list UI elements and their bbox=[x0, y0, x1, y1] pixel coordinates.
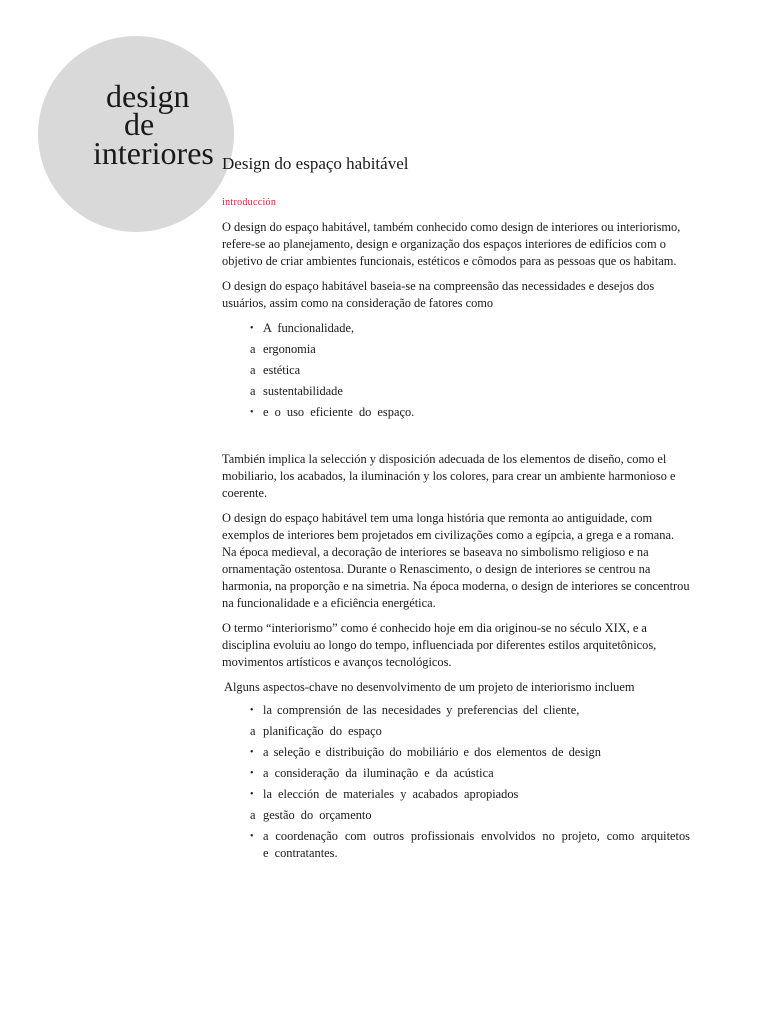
list-item bbox=[250, 723, 690, 740]
list-marker: a bbox=[250, 808, 256, 822]
list-item bbox=[250, 320, 690, 337]
logo-line-interiores: interiores bbox=[93, 135, 214, 171]
list-item-text: a seleção e distribuição do mobiliário e dos elementos de design bbox=[263, 745, 601, 759]
list-marker: • bbox=[250, 705, 254, 716]
list-item-text: estética bbox=[263, 363, 301, 377]
list-item-text: la comprensión de las necesidades y preferencias del cliente, bbox=[263, 703, 580, 717]
list-item bbox=[250, 362, 690, 379]
list-item-text: sustentabilidade bbox=[263, 384, 343, 398]
paragraph: O termo “interiorismo” como é conhecido hoje em dia originou-se no século XIX, e a disciplina evoluiu ao longo do tempo, influenciada por diferentes estilos arquitetônicos, movimentos artísticos e avanços tecnológicos. bbox=[222, 621, 657, 669]
list-item-text: e o uso eficiente do espaço. bbox=[263, 405, 415, 419]
list-item-text: a consideração da iluminação e da acústica bbox=[263, 766, 494, 780]
list-marker: a bbox=[250, 342, 256, 356]
paragraph: O design do espaço habitável, também conhecido como design de interiores ou interiorismo, refere-se ao planejamento, design e organização dos espaços interiores de edifícios com o objetivo de criar ambientes funcionais, estéticos e cômodos para as pessoas que os habitam. bbox=[222, 220, 681, 268]
list-item-text: a coordenação com outros profissionais envolvidos no projeto, como arquitetos e contratantes. bbox=[263, 829, 690, 860]
list-marker: • bbox=[250, 831, 254, 842]
logo-line-design: design bbox=[106, 78, 190, 114]
list-item bbox=[250, 786, 690, 803]
list-marker: a bbox=[250, 384, 256, 398]
article bbox=[222, 152, 690, 866]
aspects-list bbox=[250, 702, 690, 862]
list-item bbox=[250, 383, 690, 400]
paragraph: O design do espaço habitável baseia-se na compreensão das necessidades e desejos dos usuários, assim como na consideração de fatores como bbox=[222, 279, 655, 310]
list-marker: • bbox=[250, 747, 254, 758]
list-marker: • bbox=[250, 323, 254, 334]
list-item bbox=[250, 702, 690, 719]
list-marker: • bbox=[250, 407, 254, 418]
list-marker: a bbox=[250, 724, 256, 738]
section-label: introducción bbox=[222, 197, 277, 208]
list-item bbox=[250, 744, 690, 761]
list-item bbox=[250, 765, 690, 782]
list-item-text: planificação do espaço bbox=[263, 724, 382, 738]
list-marker: • bbox=[250, 768, 254, 779]
list-marker: • bbox=[250, 789, 254, 800]
factors-list bbox=[250, 320, 690, 421]
paragraph: O design do espaço habitável tem uma longa história que remonta ao antiguidade, com exemplos de interiores bem projetados em civilizações como a egípcia, a grega e a romana. Na época medieval, a decoração de interiores se baseava no simbolismo religioso e na ornamentação ostentosa. Durante o Renascimento, o design de interiores se centrou na harmonia, na proporção e na simetria. Na época moderna, o design de interiores se concentrou na funcionalidade e a eficiência energética. bbox=[222, 511, 690, 610]
list-item-text: gestão do orçamento bbox=[263, 808, 372, 822]
list-item-text: ergonomia bbox=[263, 342, 316, 356]
list-item-text: la elección de materiales y acabados apropiados bbox=[263, 787, 519, 801]
list-marker: a bbox=[250, 363, 256, 377]
list-item bbox=[250, 404, 690, 421]
page-title: Design do espaço habitável bbox=[222, 154, 409, 173]
list-item bbox=[250, 828, 690, 862]
list-item-text: A funcionalidade, bbox=[263, 321, 355, 335]
logo-line-de: de bbox=[124, 106, 155, 142]
list-item bbox=[250, 807, 690, 824]
list-item bbox=[250, 341, 690, 358]
paragraph: También implica la selección y disposición adecuada de los elementos de diseño, como el mobiliario, los acabados, la iluminación y los colores, para crear un ambiente harmonioso e coerente. bbox=[222, 452, 676, 500]
aspects-intro: Alguns aspectos-chave no desenvolvimento de um projeto de interiorismo incluem bbox=[224, 680, 635, 694]
